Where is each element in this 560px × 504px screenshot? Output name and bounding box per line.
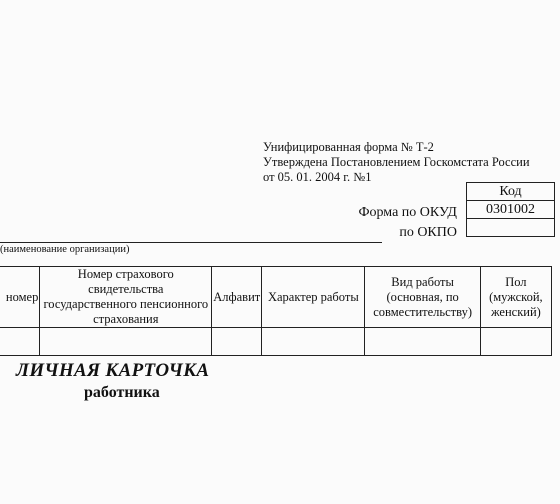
col-gender: Пол (мужской, женский) (480, 267, 551, 328)
table-cell (262, 328, 365, 356)
col-personnel-number: номер (0, 267, 40, 328)
code-table (466, 182, 555, 237)
okpo-code-cell (467, 219, 555, 237)
col-alphabet: Алфавит (212, 267, 262, 328)
table-cell (0, 328, 40, 356)
table-header-row (0, 267, 552, 328)
table-row (0, 328, 552, 356)
okud-code-cell: 0301002 (467, 201, 555, 219)
table-cell (212, 328, 262, 356)
card-title: ЛИЧНАЯ КАРТОЧКА (16, 360, 210, 381)
organization-name-line (0, 242, 382, 243)
organization-caption: (наименование организации) (0, 244, 130, 255)
col-work-character: Характер работы (262, 267, 365, 328)
approval-date-line: от 05. 01. 2004 г. №1 (263, 170, 372, 184)
unified-form-line: Унифицированная форма № Т-2 (263, 140, 434, 154)
okpo-label: по ОКПО (399, 225, 457, 240)
form-header (263, 140, 530, 185)
card-subtitle: работника (84, 384, 160, 401)
table-cell (365, 328, 480, 356)
table-cell (480, 328, 551, 356)
table-cell (40, 328, 212, 356)
okud-label: Форма по ОКУД (358, 205, 457, 220)
employee-data-table (0, 266, 552, 356)
approval-line: Утверждена Постановлением Госкомстата России (263, 155, 530, 169)
col-insurance-number: Номер страхового свидетельства государственного пенсионного страхования (40, 267, 212, 328)
code-header-cell: Код (467, 183, 555, 201)
col-work-type: Вид работы (основная, по совместительству) (365, 267, 480, 328)
